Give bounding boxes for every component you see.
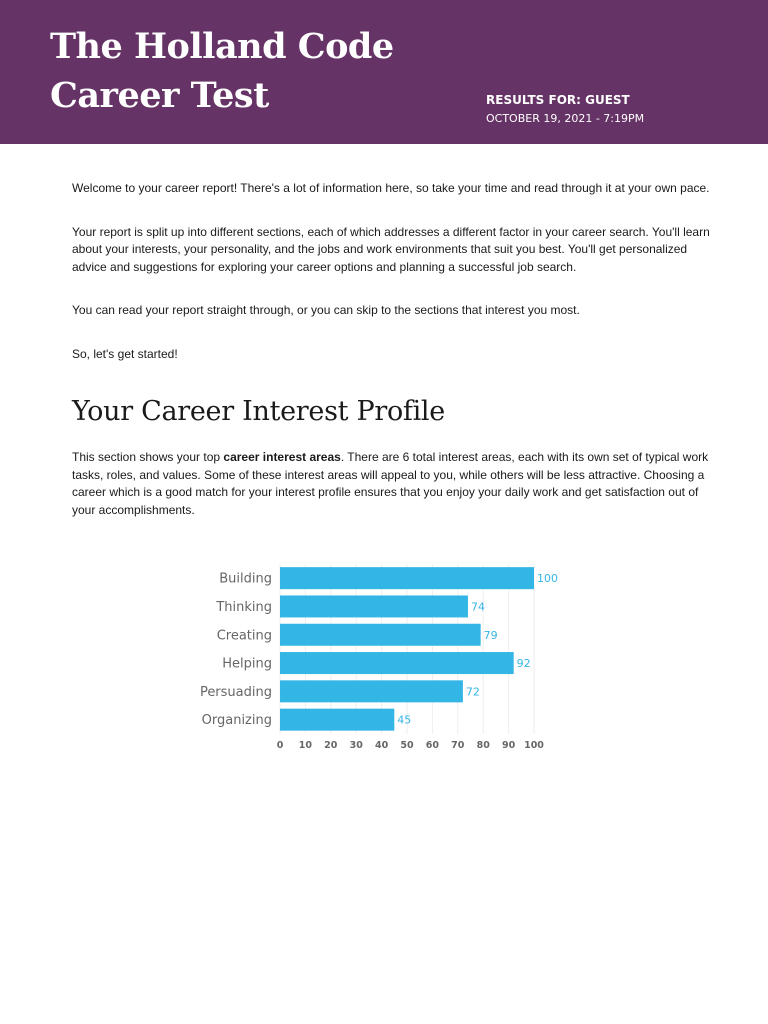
x-tick-label-10: 100 — [524, 739, 544, 751]
bar-helping — [280, 652, 514, 674]
results-for-label: RESULTS FOR: GUEST — [486, 93, 630, 107]
value-label-creating: 79 — [483, 628, 498, 642]
x-tick-label-7: 70 — [451, 739, 465, 751]
category-label-thinking: Thinking — [216, 599, 272, 615]
x-tick-label-8: 80 — [476, 739, 490, 751]
intro-paragraph-3: You can read your report straight through, or you can skip to the sections that interest you most. — [72, 303, 580, 317]
value-label-thinking: 74 — [470, 600, 485, 614]
category-label-helping: Helping — [222, 656, 272, 672]
report-title-line-2: Career Test — [50, 75, 269, 116]
intro-paragraph-4: So, let's get started! — [72, 346, 178, 361]
bar-thinking — [280, 595, 468, 617]
results-info — [486, 91, 644, 127]
category-label-creating: Creating — [216, 628, 272, 644]
value-label-persuading: 72 — [465, 685, 480, 699]
interest-bar-chart — [180, 560, 580, 760]
results-date: OCTOBER 19, 2021 - 7:19PM — [486, 112, 645, 125]
section-intro-text-end: . There are 6 total interest areas, each with its own set of typical work tasks, roles, and values. Some of these interest areas will appeal to you, while others will be less attractive. Choosing a career which is a good match for your interest profile ensures that you enjoy your daily work and get satisfaction out of your accomplishments. — [72, 450, 709, 517]
category-label-organizing: Organizing — [201, 713, 272, 729]
x-tick-label-1: 10 — [298, 739, 313, 751]
x-tick-label-2: 20 — [324, 739, 338, 751]
report-content — [72, 180, 712, 519]
x-tick-label-6: 60 — [425, 739, 440, 751]
x-tick-label-4: 40 — [374, 739, 389, 751]
value-label-helping: 92 — [516, 657, 531, 671]
intro-paragraph-2: Your report is split up into different sections, each of which addresses a different factor in your career search. You'll learn about your interests, your personality, and the jobs and work environments that suit you best. You'll get personalized advice and suggestions for exploring your career options and planning a successful job search. — [72, 224, 710, 274]
bar-creating — [280, 624, 481, 646]
x-tick-label-9: 90 — [501, 739, 516, 751]
report-title-line-1: The Holland Code — [50, 26, 394, 67]
section-intro-bold-term: career interest areas — [223, 450, 341, 464]
section-intro-paragraph — [72, 449, 712, 519]
bar-organizing — [280, 709, 394, 731]
x-tick-label-5: 50 — [400, 739, 414, 751]
x-tick-label-3: 30 — [349, 739, 363, 751]
interest-chart-svg — [180, 560, 580, 760]
x-tick-label-0: 0 — [276, 739, 284, 751]
report-title — [50, 22, 394, 120]
bar-persuading — [280, 680, 463, 702]
category-label-persuading: Persuading — [199, 684, 272, 700]
section-intro-text-start: This section shows your top — [72, 450, 224, 464]
intro-paragraph-1: Welcome to your career report! There's a lot of information here, so take your time and read through it at your own pace. — [72, 181, 710, 195]
bar-building — [280, 567, 534, 589]
section-title: Your Career Interest Profile — [72, 396, 445, 427]
report-header — [0, 0, 768, 144]
value-label-organizing: 45 — [397, 713, 412, 727]
category-label-building: Building — [219, 571, 272, 587]
value-label-building: 100 — [537, 572, 558, 586]
